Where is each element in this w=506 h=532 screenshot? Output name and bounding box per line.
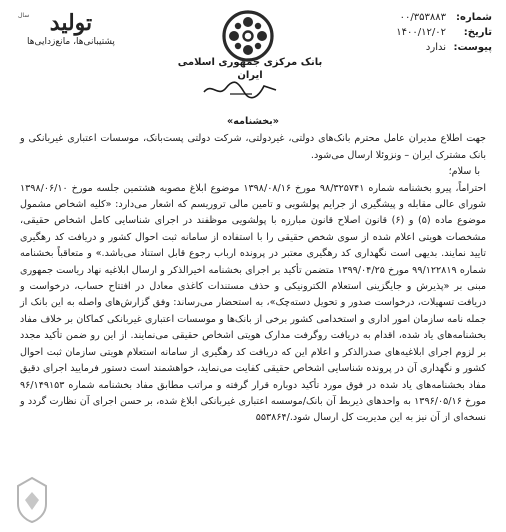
bank-name: بانک مرکزی جمهوری اسلامی ایران [177,57,323,81]
watermark-logo-icon [12,474,52,524]
circular-title: «بخشنامه» [227,116,279,127]
recipients-line: جهت اطلاع مدیران عامل محترم بانک‌های دولتی، غیردولتی، شرکت دولتی پست‌بانک، موسسات اعتباری غیربانکی و بانک مشترک ایران – ونزوئلا ارسال می‌شود. [20,133,486,161]
attachment-value: ندارد [425,42,446,53]
letter-meta [342,12,492,57]
meta-date [342,27,492,42]
attachment-label: پیوست: [453,42,492,53]
year-slogan [16,10,126,48]
date-value: ۱۴۰۰/۱۲/۰۲ [396,27,446,38]
letter-body [20,114,486,427]
number-value: ۰۰/۳۵۳۸۸۳ [399,12,446,23]
meta-attachment [342,42,492,57]
slogan-sub: پشتیبانی‌ها، مانع‌زدایی‌ها [27,37,115,47]
number-label: شماره: [456,12,492,23]
main-paragraph: احتراماً، پیرو بخشنامه شماره ۹۸/۳۲۵۷۴۱ مورخ ۱۳۹۸/۰۸/۱۶ موضوع ابلاغ مصوبه هشتمین جلسه مورخ ۱۳۹۸/۰۶/۱۰ شورای عالی مقابله و پیشگیری از جرایم پولشویی و تامین مالی تروریسم که اشعار می‌دارد: «کلیه اشخاص مشمول موضوع ماده (۵) و (۶) قانون اصلاح قانون مبارزه با پولشویی موظفند در اجرای شناسایی کامل اشخاص حقیقی، مشخصات هویتی اعلام شده از سوی شخص حقیقی را با استفاده از سامانه ثبت احوال کشور و دریافت کد رهگیری تایید نمایند. بدیهی است نگهداری کد رهگیری معتبر در پرونده ارباب رجوع قابل استناد می‌باشد.» و متعاقباً بخشنامه شماره ۹۹/۱۲۲۸۱۹ مورخ ۱۳۹۹/۰۴/۲۵ متضمن تأکید بر اجرای بخشنامه اخیرالذکر و ارسال ابلاغیه نهاد ریاست جمهوری مبنی بر «پذیرش و جایگزینی استعلام الکترونیکی و حذف مستندات کاغذی معادل در افتتاح حساب، درخواست و دریافت تسهیلات، درخواست صدور و تحویل دسته‌چک»، به استحضار می‌رساند: وفق گزارش‌های واصله به این بانک از جمله نامه سازمان امور اداری و استخدامی کشور برخی از بانک‌ها و موسسات اعتباری غیربانکی کماکان بر خلاف مفاد بخشنامه‌های یاد شده، اقدام به دریافت روگرفت مدارک هویتی اشخاص حقیقی می‌نمایند. از این رو ضمن تأکید مجدد بر لزوم اجرای ابلاغیه‌های صدرالذکر و اعلام این که دریافت کد رهگیری از سامانه استعلام هویتی سازمان ثبت احوال کشور و نگهداری آن در پرونده شناسایی اشخاص حقیقی کفایت می‌نماید، خواهشمند است دستور فرمایید اجرای دقیق مفاد بخشنامه‌های یاد شده در فوق مورد تأکید دوباره قرار گرفته و مراتب مطابق مفاد بخشنامه شماره ۹۶/۱۴۹۱۵۳ مورخ ۱۳۹۶/۰۵/۱۶ به واحدهای ذیربط آن بانک/موسسه اعتباری غیربانکی ابلاغ شده، بر حسن اجرای آن نظارت گردد و نسخه‌ای از آن نیز به این مدیریت کل ارسال شود./۵۵۳۸۶۴ [20,182,487,424]
slogan-tag: سال [18,12,30,19]
slogan-main: تولید [49,10,93,36]
greeting: با سلام؛ [448,166,480,178]
meta-number [342,12,492,27]
signature-icon [200,78,280,100]
date-label: تاریخ: [463,27,492,38]
